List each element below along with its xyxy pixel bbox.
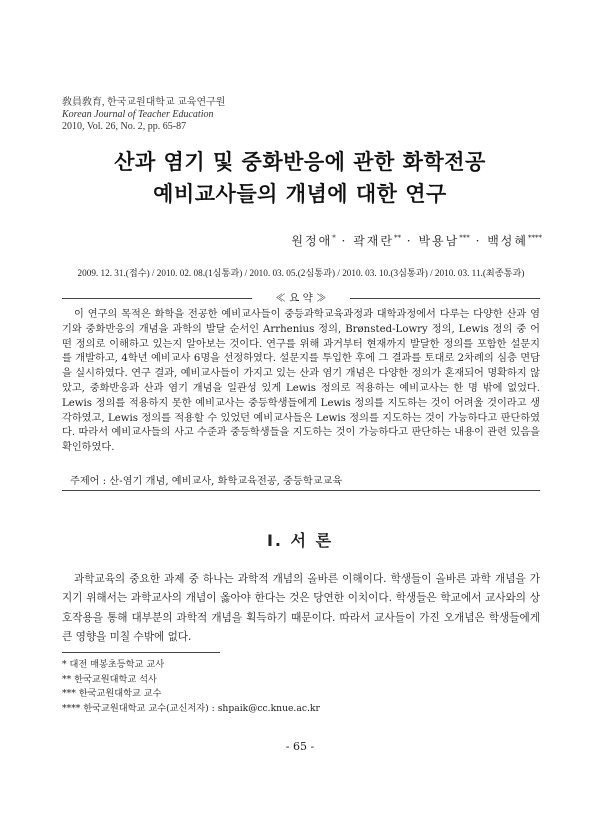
page-number: - 65 - (285, 740, 315, 753)
author-separator: · (406, 234, 413, 248)
paper-title-line-1: 산과 염기 및 중화반응에 관한 화학전공 (114, 150, 486, 174)
journal-info (62, 97, 225, 133)
review-dates: 2009. 12. 31.(접수) / 2010. 02. 08.(1심통과) / 2010. 03. 05.(2심통과) / 2010. 03. 10.(3심통과) / 2010. 03. 11.(최종통과) (77, 268, 525, 278)
keywords-rule (62, 490, 540, 491)
abstract-header (62, 290, 540, 306)
author-name: 백성혜 (487, 234, 528, 248)
body-paragraph: 과학교육의 중요한 과제 중 하나는 과학적 개념의 올바른 이해이다. 학생들이 올바른 과학 개념을 가지기 위해서는 과학교사의 개념이 옳아야 한다는 것은 당연한 이치이다. 학생들은 학교에서 교사와의 상호작용을 통해 대부분의 과학적 개념을 획득하기 때문이다. 따라서 교사들이 가진 오개념은 학생들에게 큰 영향을 미칠 수밖에 없다. (62, 573, 540, 643)
footnote: ** 한국교원대학교 석사 (62, 673, 157, 685)
footnotes (62, 658, 320, 716)
author-name: 박용남 (418, 234, 460, 248)
author-mark: **** (528, 234, 542, 242)
author-separator: · (475, 234, 482, 248)
author-mark: * (332, 234, 336, 242)
author-mark: ** (393, 234, 401, 242)
author-name: 원정애 (291, 234, 333, 248)
footnote: **** 한국교원대학교 교수(교신저자) : shpaik@cc.knue.ac.kr (62, 702, 320, 714)
author-mark: *** (459, 234, 470, 242)
footnote-rule (62, 652, 220, 653)
abstract-text: 이 연구의 목적은 화학을 전공한 예비교사들이 중등과학교육과정과 대학과정에서 다루는 다양한 산과 염기와 중화반응의 개념을 과학의 발달 순서인 Arrhenius 정의, Brønsted-Lowry 정의, Lewis 정의 중 어떤 정의로 이해하고 있는지 알아보는 것이다. 연구를 위해 과거부터 현재까지 발달한 정의를 포함한 설문지를 개발하고, 4학년 예비교사 6명을 선정하였다. 설문지를 투입한 후에 그 결과를 토대로 2차례의 심층 면담을 실시하였다. 연구 결과, 예비교사들이 가지고 있는 산과 염기 개념은 다양한 정의가 혼재되어 명확하지 않았고, 중화반응과 산과 염기 개념을 일관성 있게 Lewis 정의로 적용하는 예비교사는 한 명 밖에 없었다. Lewis 정의를 적용하지 못한 예비교사는 중등학생들에게 Lewis 정의를 지도하는 것이 어려울 것이라고 생각하였고, Lewis 정의를 적용할 수 있었던 예비교사들은 Lewis 정의를 지도하는 것이 가능하다고 판단하였다. 따라서 예비교사들의 사고 수준과 중등학생들을 지도하는 것이 가능하다고 판단하는 내용이 관련 있음을 확인하였다. (62, 309, 540, 454)
footnote: * 대전 매봉초등학교 교사 (62, 659, 165, 670)
journal-name-english: Korean Journal of Teacher Education (62, 109, 214, 120)
section-heading: Ⅰ. 서 론 (266, 531, 334, 550)
abstract-label: ≪ 요 약 ≫ (275, 292, 327, 304)
author-separator: · (341, 234, 348, 248)
journal-name-korean: 敎員敎育, 한국교원대학교 교육연구원 (62, 97, 226, 108)
author-list (291, 232, 542, 249)
footnote: *** 한국교원대학교 교수 (62, 688, 162, 699)
author-name: 곽재란 (353, 234, 394, 248)
abstract-rule-right (350, 298, 540, 299)
keywords: 주제어 : 산-염기 개념, 예비교사, 화학교육전공, 중등학교교육 (70, 476, 343, 487)
paper-title-line-2: 예비교사들의 개념에 대한 연구 (153, 182, 447, 206)
journal-volume: 2010, Vol. 26, No. 2, pp. 65-87 (62, 121, 187, 132)
